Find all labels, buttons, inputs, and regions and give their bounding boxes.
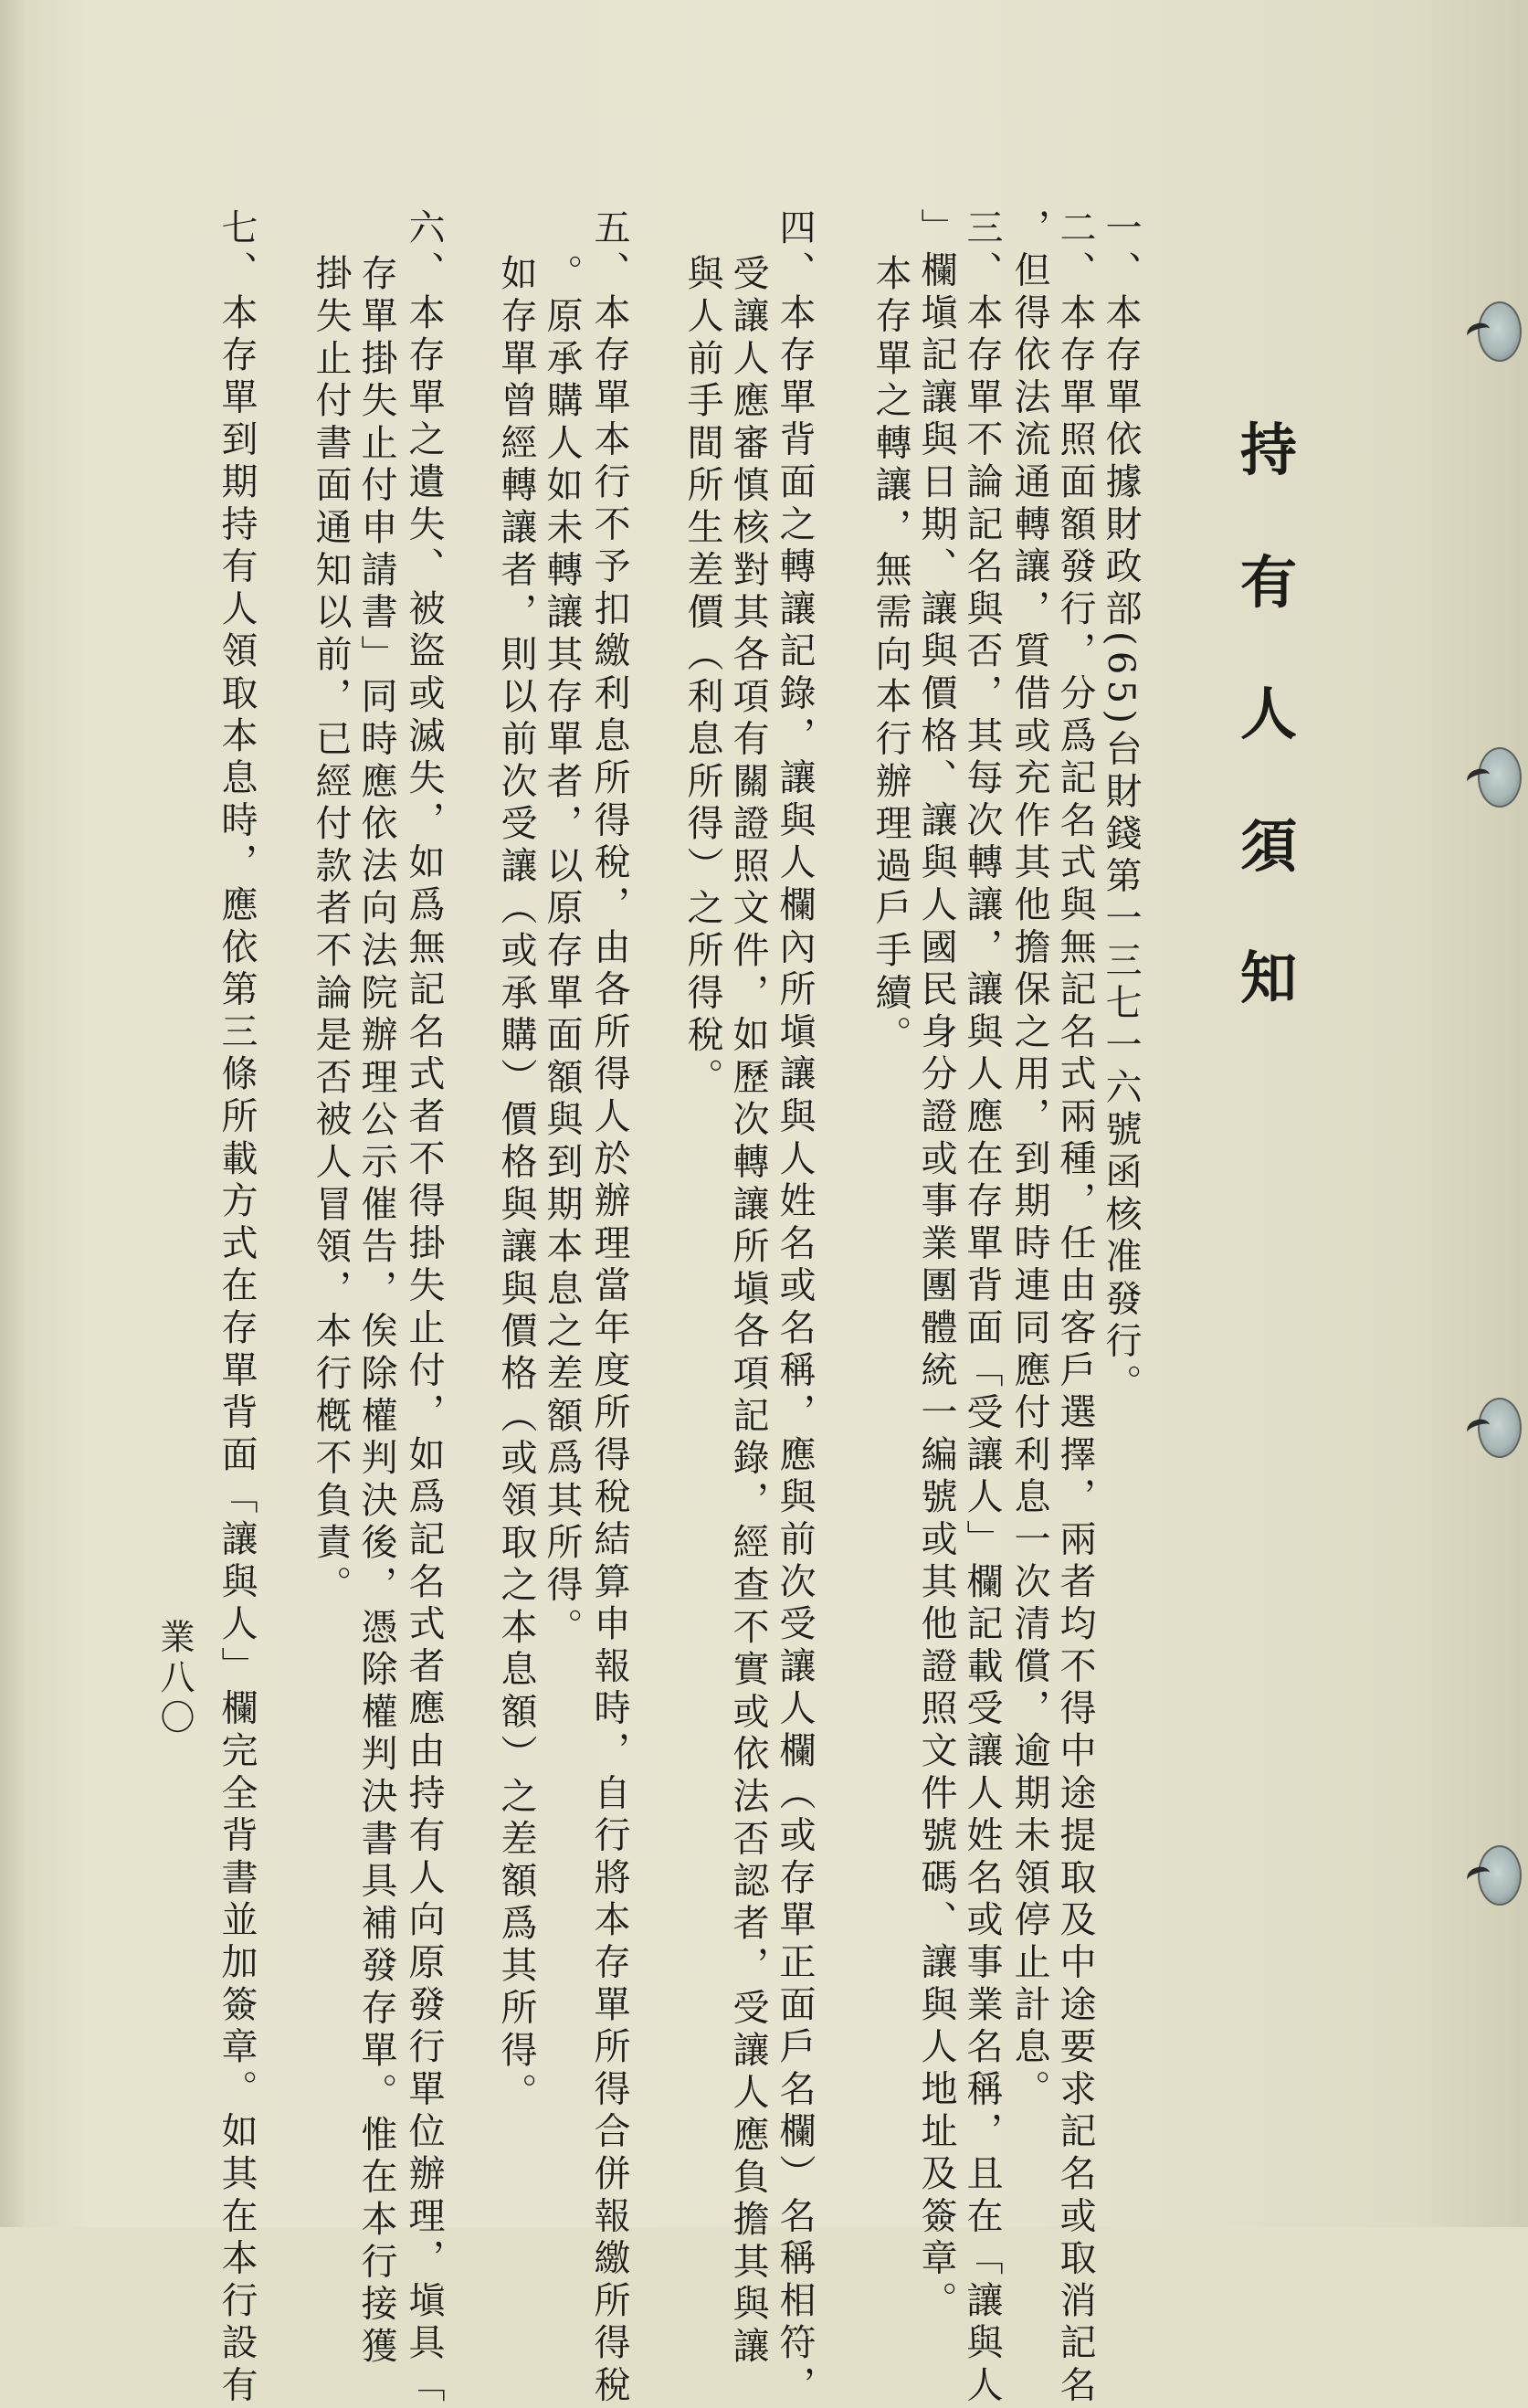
text-column: 二、本存單照面額發行，分爲記名式與無記名式兩種，任由客戶選擇，兩者均不得中途提取及中途要求記名或取消記名	[1054, 208, 1096, 2408]
text-column: 。原承購人如未轉讓其存單者，以原存單面額與到期本息之差額爲其所得。	[541, 254, 583, 1650]
text-column: ，但得依法流通轉讓，質借或充作其他擔保之用，到期時連同應付利息一次清償，逾期未領停止計息。	[1008, 208, 1050, 2112]
title-char: 知	[1239, 945, 1297, 1011]
binder-ring-icon	[1478, 301, 1522, 362]
text-column: 」欄塡記讓與日期、讓與價格、讓與人國民身分證或事業團體統一編號或其他證照文件號碼、讓與人地址及簽章。	[915, 208, 957, 2323]
title-char: 持	[1239, 417, 1297, 483]
text-column: 六、本存單之遺失、被盜或滅失，如爲無記名式者不得掛失止付，如爲記名式者應由持有人向原發行單位辦理，塡具「	[403, 208, 445, 2408]
page-number: 業八〇	[154, 1619, 195, 1739]
text-column: 本存單之轉讓，無需向本行辦理過戶手續。	[869, 254, 912, 1058]
binder-ring-icon	[1478, 1398, 1522, 1458]
title-char: 須	[1239, 812, 1297, 880]
text-column: 三、本存單不論記名與否，其每次轉讓，讓與人應在存單背面「受讓人」欄記載受讓人姓名或事業名稱，且在「讓與人	[961, 208, 1003, 2408]
text-column: 與人前手間所生差價（利息所得）之所得稅。	[681, 254, 723, 1100]
text-column: 如存單曾經轉讓者，則以前次受讓（或承購）價格與讓與價格（或領取之本息額）之差額爲其所得。	[495, 254, 537, 2116]
page-title	[1228, 417, 1310, 1011]
text-column: 一、本存單依據財政部(65)台財錢第一三七一六號函核准發行。	[1100, 208, 1142, 1407]
text-column: 存單掛失止付申請書」同時應依法向法院辦理公示催告，俟除權判決後，憑除權判決書具補發存單。惟在本行接獲	[355, 254, 397, 2369]
text-column: 五、本存單本行不予扣繳利息所得稅，由各所得人於辦理當年度所得稅結算申報時，自行將本存單所得合併報繳所得稅	[588, 208, 630, 2408]
text-column: 七、本存單到期持有人領取本息時，應依第三條所載方式在存單背面「讓與人」欄完全背書並加簽章。如其在本行設有	[216, 208, 258, 2408]
binder-ring-icon	[1478, 1845, 1522, 1906]
title-char: 有	[1239, 548, 1297, 616]
text-column: 受讓人應審慎核對其各項有關證照文件，如歷次轉讓所塡各項記錄，經查不實或依法否認者，受讓人應負擔其與讓	[727, 254, 769, 2369]
title-char: 人	[1239, 681, 1297, 747]
text-column: 四、本存單背面之轉讓記錄，讓與人欄內所塡讓與人姓名或名稱，應與前次受讓人欄（或存單正面戶名欄）名稱相符，	[774, 208, 816, 2408]
page-shadow	[0, 0, 26, 2227]
text-column: 掛失止付書面通知以前，已經付款者不論是否被人冒領，本行槪不負責。	[310, 254, 352, 1608]
binder-ring-icon	[1478, 747, 1522, 808]
